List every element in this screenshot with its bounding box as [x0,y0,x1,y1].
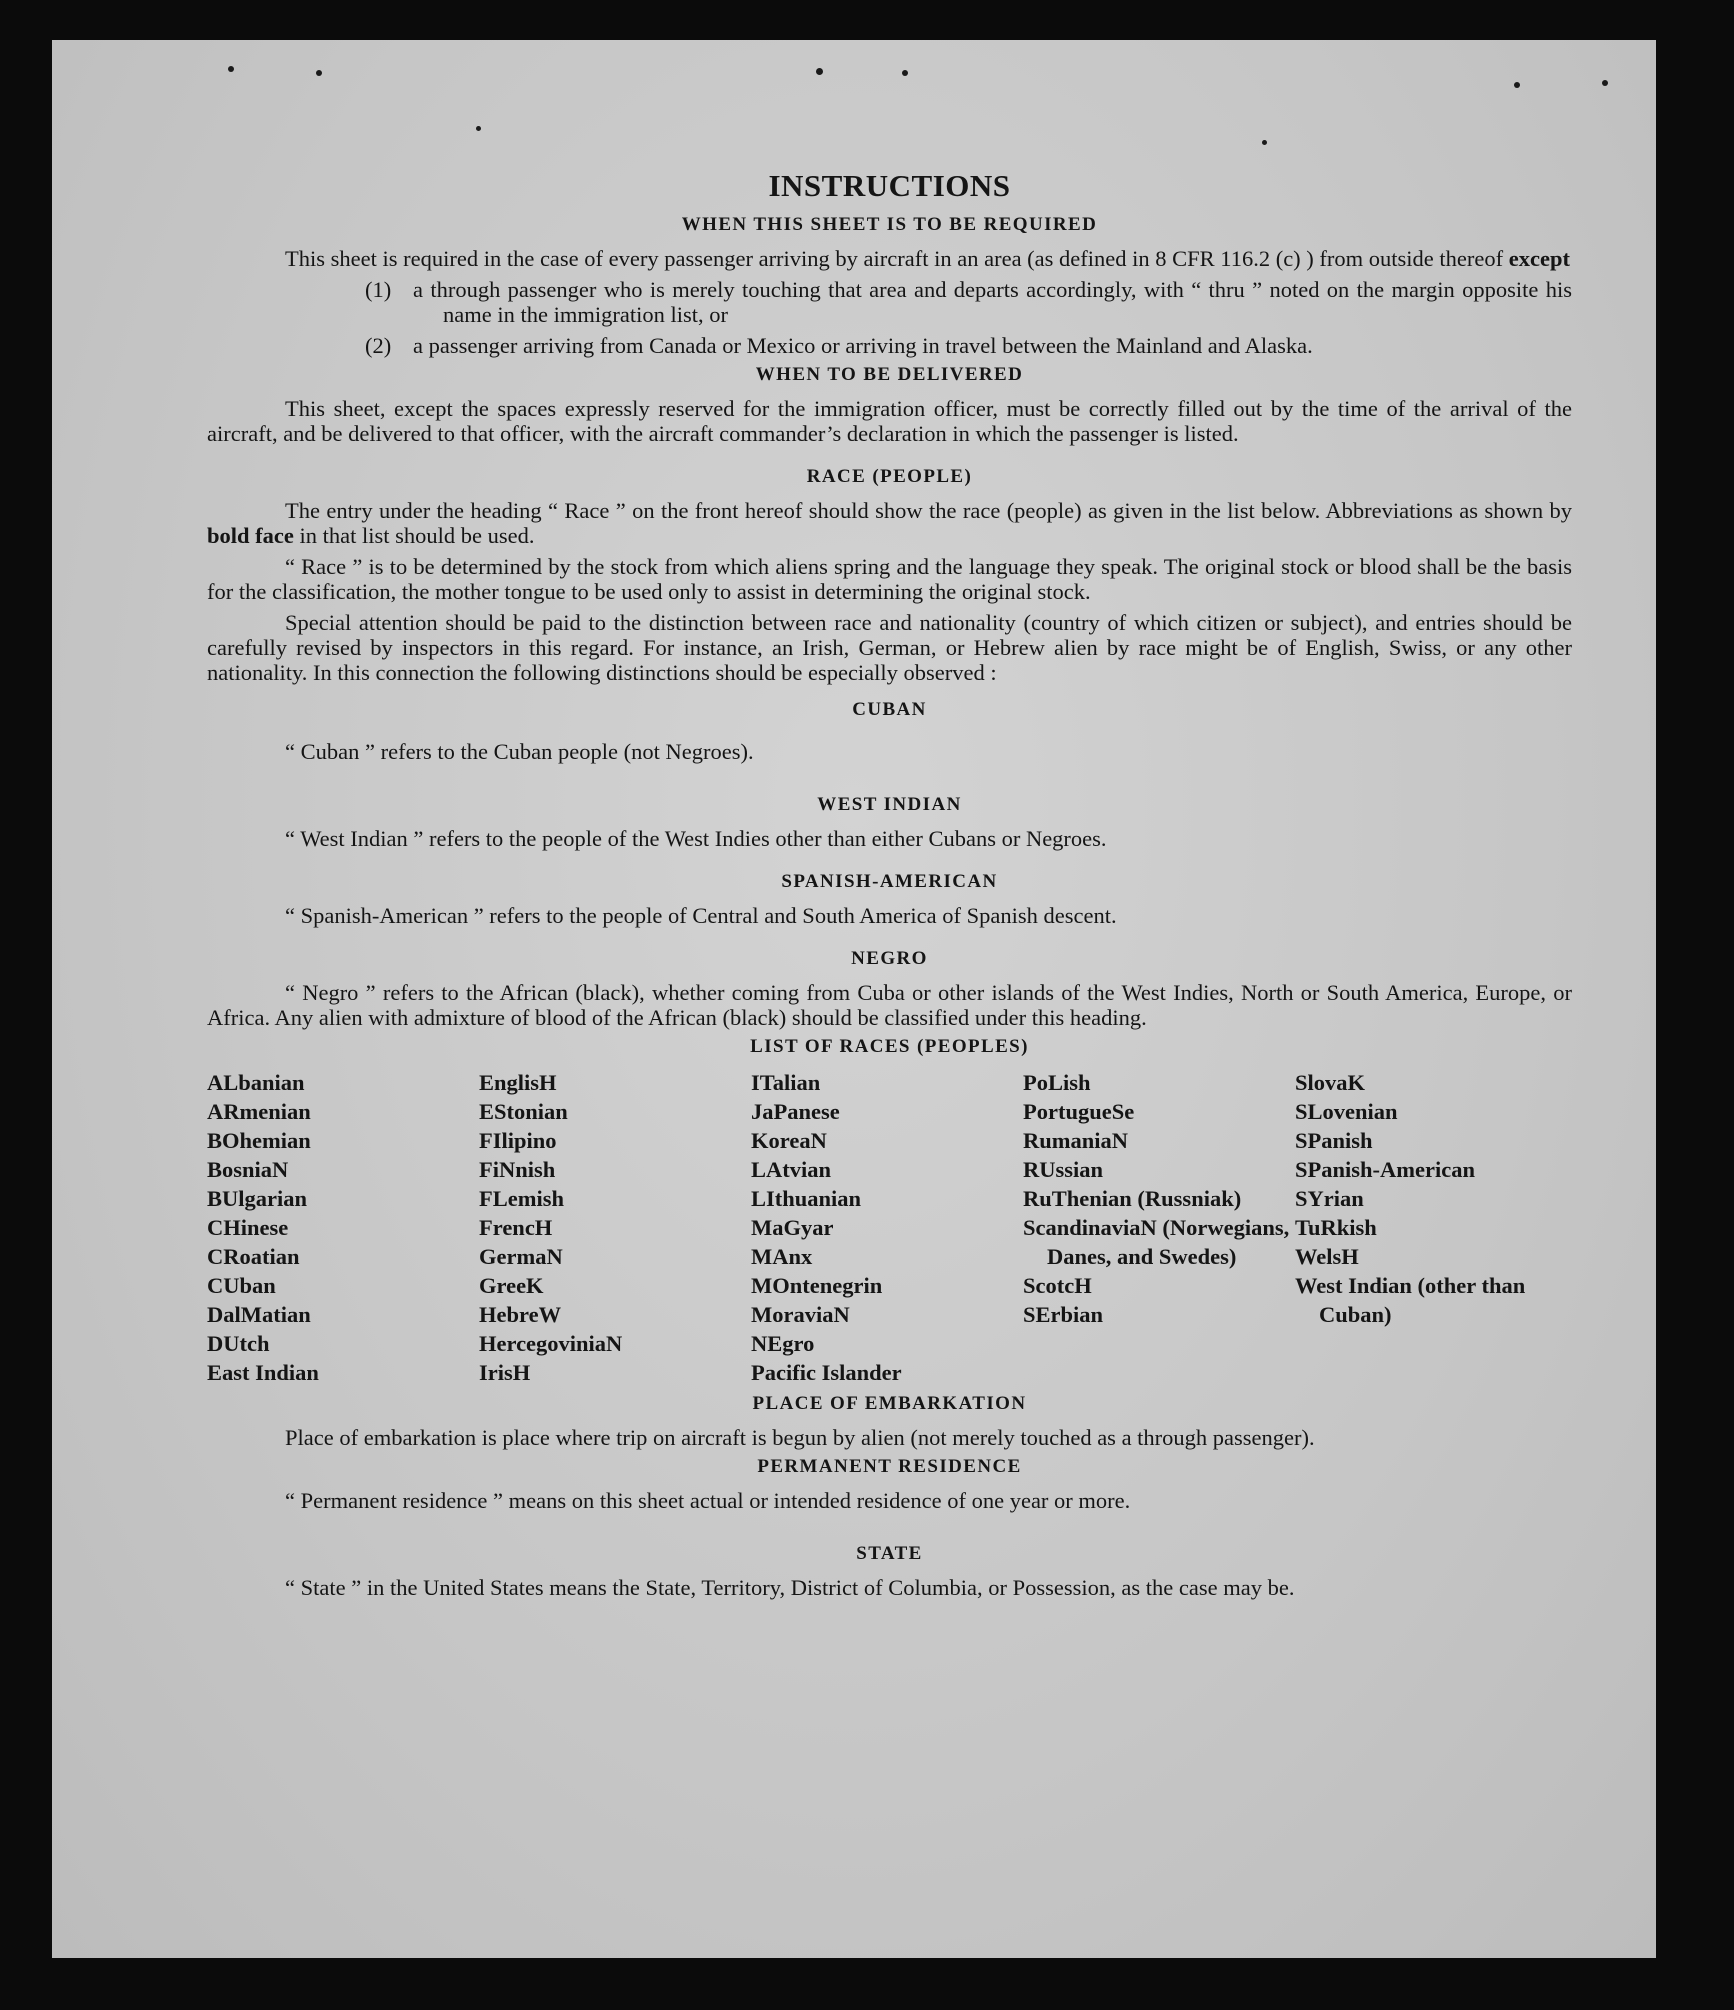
speck [228,66,234,72]
race-entry: GermaN [479,1244,563,1269]
paragraph-race-2: “ Race ” is to be determined by the stock from which aliens spring and the language they speak. The original stock or blood shall be the basis for the classification, the mother tongue to be used only to assist in determining the original stock. [207,554,1572,604]
emphasis-except: except [1508,246,1570,271]
paragraph-when-delivered: This sheet, except the spaces expressly reserved for the immigration officer, must be correctly filled out by the time of the arrival of the aircraft, and be delivered to that officer, with the aircraft commander’s declaration in which the passenger is listed. [207,396,1572,446]
race-entry: SYrian [1295,1186,1364,1211]
race-entry: SlovaK [1295,1070,1366,1095]
race-entry: SLovenian [1295,1099,1398,1124]
race-entry: CRoatian [207,1244,300,1269]
race-entry: ARmenian [207,1099,311,1124]
race-entry: SPanish-American [1295,1157,1475,1182]
instructions-body [207,168,1572,1606]
paragraph-west-indian: “ West Indian ” refers to the people of the West Indies other than either Cubans or Negroes. [285,826,1107,851]
race-entry: RuThenian (Russniak) [1023,1186,1242,1211]
heading-list-of-races: LIST OF RACES (PEOPLES) [750,1036,1029,1057]
race-entry: Pacific Islander [751,1360,902,1385]
race-entry: FrencH [479,1215,553,1240]
race-entry: BOhemian [207,1128,311,1153]
race-entry: IrisH [479,1360,531,1385]
race-entry: ScandinaviaN (Norwegians, Danes, and Swedes) [1023,1215,1290,1269]
race-entry: DUtch [207,1331,270,1356]
race-entry: SPanish [1295,1128,1373,1153]
speck [902,70,908,76]
race-entry: HercegoviniaN [479,1331,623,1356]
speck [476,126,481,131]
race-entry: EStonian [479,1099,568,1124]
speck [1262,140,1267,145]
exception-item-1: (1) a through passenger who is merely touching that area and departs accordingly, with “ thru ” noted on the margin opposite his name in the immigration list, or [365,277,1572,327]
races-column [751,1068,1023,1387]
heading-cuban: CUBAN [852,699,927,720]
paragraph-state: “ State ” in the United States means the State, Territory, District of Columbia, or Possession, as the case may be. [285,1575,1295,1600]
speck [816,68,823,75]
race-entry: MAnx [751,1244,813,1269]
race-entry: DalMatian [207,1302,311,1327]
race-entry: MOntenegrin [751,1273,883,1298]
race-entry: LAtvian [751,1157,832,1182]
race-entry: FIlipino [479,1128,557,1153]
race-entry: ITalian [751,1070,821,1095]
race-entry: CHinese [207,1215,289,1240]
paragraph-when-required: This sheet is required in the case of every passenger arriving by aircraft in an area (as defined in 8 CFR 116.2 (c) ) from outside thereof except [285,246,1570,271]
races-list [207,1068,1572,1387]
heading-race: RACE (PEOPLE) [806,466,973,487]
race-entry: KoreaN [751,1128,827,1153]
speck [1514,82,1520,88]
emphasis-bold-face: bold face [207,523,294,548]
race-entry: ALbanian [207,1070,305,1095]
heading-when-required: WHEN THIS SHEET IS TO BE REQUIRED [681,214,1098,235]
race-entry: MoraviaN [751,1302,850,1327]
races-column [1295,1068,1572,1387]
heading-embarkation: PLACE OF EMBARKATION [752,1393,1027,1414]
heading-permanent-residence: PERMANENT RESIDENCE [757,1456,1022,1477]
race-entry: JaPanese [751,1099,840,1124]
race-entry: RUssian [1023,1157,1104,1182]
speck [316,70,322,76]
heading-spanish-american: SPANISH-AMERICAN [781,871,998,892]
speck [1602,80,1608,86]
race-entry: LIthuanian [751,1186,862,1211]
race-entry: HebreW [479,1302,562,1327]
race-entry: FLemish [479,1186,565,1211]
race-entry: PoLish [1023,1070,1091,1095]
heading-negro: NEGRO [851,948,928,969]
paragraph-spanish-american: “ Spanish-American ” refers to the people of Central and South America of Spanish descent. [285,903,1117,928]
race-entry: MaGyar [751,1215,834,1240]
race-entry: RumaniaN [1023,1128,1129,1153]
paragraph-embarkation: Place of embarkation is place where trip on aircraft is begun by alien (not merely touched as a through passenger). [285,1425,1315,1450]
document-sheet [52,40,1656,1958]
race-entry: CUban [207,1273,276,1298]
heading-west-indian: WEST INDIAN [817,794,962,815]
paragraph-permanent-residence: “ Permanent residence ” means on this sheet actual or intended residence of one year or more. [285,1488,1131,1513]
races-column [1023,1068,1295,1387]
race-entry: EnglisH [479,1070,557,1095]
races-column [207,1068,479,1387]
paragraph-negro: “ Negro ” refers to the African (black), whether coming from Cuba or other islands of the West Indies, North or South America, Europe, or Africa. Any alien with admixture of blood of the African (black) should be classified under this heading. [207,980,1572,1030]
race-entry: BUlgarian [207,1186,308,1211]
page-title: INSTRUCTIONS [768,168,1011,203]
race-entry: WelsH [1295,1244,1359,1269]
race-entry: GreeK [479,1273,544,1298]
race-entry: FiNnish [479,1157,556,1182]
heading-state: STATE [856,1543,923,1564]
race-entry: SErbian [1023,1302,1104,1327]
exception-item-2: (2) a passenger arriving from Canada or Mexico or arriving in travel between the Mainland and Alaska. [365,333,1313,358]
paragraph-race-1: The entry under the heading “ Race ” on the front hereof should show the race (people) as given in the list below. Abbreviations as shown by bold face in that list should be used. [207,498,1572,548]
race-entry: East Indian [207,1360,319,1385]
race-entry: NEgro [751,1331,815,1356]
heading-when-delivered: WHEN TO BE DELIVERED [755,364,1024,385]
races-column [479,1068,751,1387]
race-entry: PortugueSe [1023,1099,1135,1124]
paragraph-cuban: “ Cuban ” refers to the Cuban people (not Negroes). [285,739,754,764]
race-entry: BosniaN [207,1157,289,1182]
paragraph-race-3: Special attention should be paid to the distinction between race and nationality (country of which citizen or subject), and entries should be carefully revised by inspectors in this regard. For instance, an Irish, German, or Hebrew alien by race might be of English, Swiss, or any other nationality. In this connection the following distinctions should be especially observed : [207,610,1572,685]
race-entry: West Indian (other than Cuban) [1295,1273,1526,1327]
race-entry: TuRkish [1295,1215,1377,1240]
race-entry: ScotcH [1023,1273,1092,1298]
